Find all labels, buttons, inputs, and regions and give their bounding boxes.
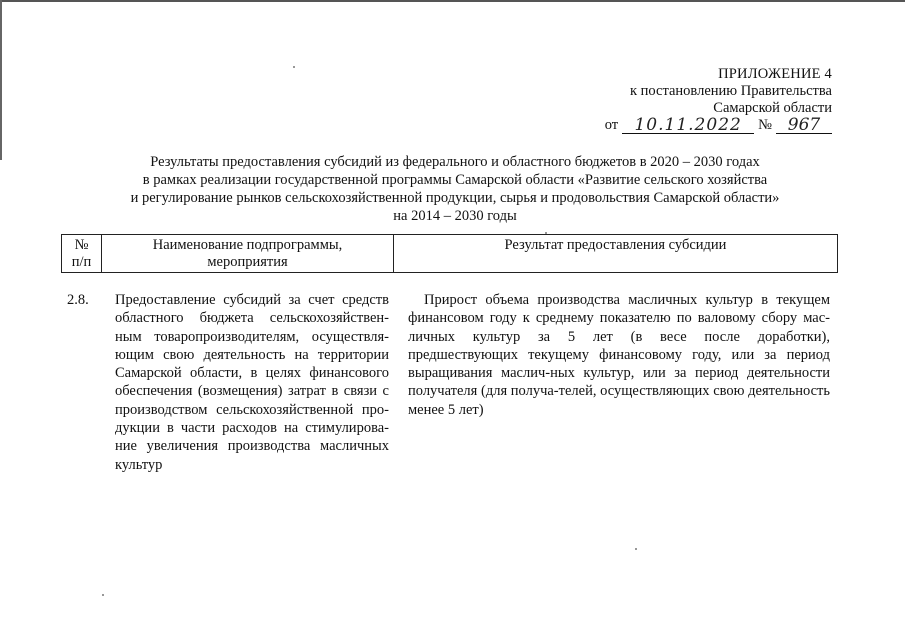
header-name-line-2: мероприятия — [207, 254, 288, 270]
row-subsidy-result: Прирост объема производства масличных культур в текущем финансовом году к среднему показателю по валовому сбору мас-личных культур за 5 лет (в весе после доработки), предшествующих текущему финансовому году, или за период выращивания маслич-ных культур, или за период деятельности получателя (для получа-телей, осуществляющих свою деятельность менее 5 лет) — [408, 292, 830, 418]
header-name-line-1: Наименование подпрограммы, — [152, 237, 343, 253]
heading-line-1: Результаты предоставления субсидий из федерального и областного бюджетов в 2020 – 2030 годах — [150, 154, 760, 170]
scan-speck — [635, 548, 637, 550]
appendix-title: ПРИЛОЖЕНИЕ 4 — [718, 66, 832, 82]
handwritten-date: 10.11.2022 — [622, 117, 754, 134]
header-result-label: Результат предоставления субсидии — [504, 237, 727, 253]
header-num-line-2: п/п — [71, 254, 92, 270]
header-col-name — [102, 235, 394, 272]
header-num-line-1: № — [74, 237, 89, 253]
heading-line-2: в рамках реализации государственной программы Самарской области «Развитие сельского хозяйства — [142, 172, 768, 188]
row-measure-name: Предоставление субсидий за счет средств областного бюджета сельскохозяйствен-ным товаропроизводителям, осуществля-ющим свою деятельность на территории Самарской области, в целях финансового обеспечения (возмещения) затрат в связи с производством сельскохозяйственной про-дукции в части расходов на стимулирова-ние увеличения производства масличных культур — [115, 292, 389, 473]
appendix-block — [602, 66, 832, 134]
number-label: № — [758, 117, 772, 133]
header-col-number — [62, 235, 102, 272]
scan-speck — [102, 594, 104, 596]
scan-border-left — [0, 0, 2, 160]
ot-label: от — [604, 117, 619, 133]
table-header — [61, 234, 838, 273]
heading-line-3: и регулирование рынков сельскохозяйственной продукции, сырья и продовольствия Самарской области» — [130, 190, 780, 206]
scan-speck — [293, 66, 295, 68]
row-number: 2.8. — [67, 292, 89, 308]
document-heading — [100, 153, 810, 225]
date-number-line — [602, 117, 832, 134]
scan-border-top — [0, 0, 905, 2]
appendix-line-1: к постановлению Правительства — [630, 83, 832, 99]
header-col-result — [394, 235, 837, 272]
handwritten-number: 967 — [776, 117, 832, 134]
appendix-line-2: Самарской области — [713, 100, 832, 116]
heading-line-4: на 2014 – 2030 годы — [393, 208, 517, 224]
